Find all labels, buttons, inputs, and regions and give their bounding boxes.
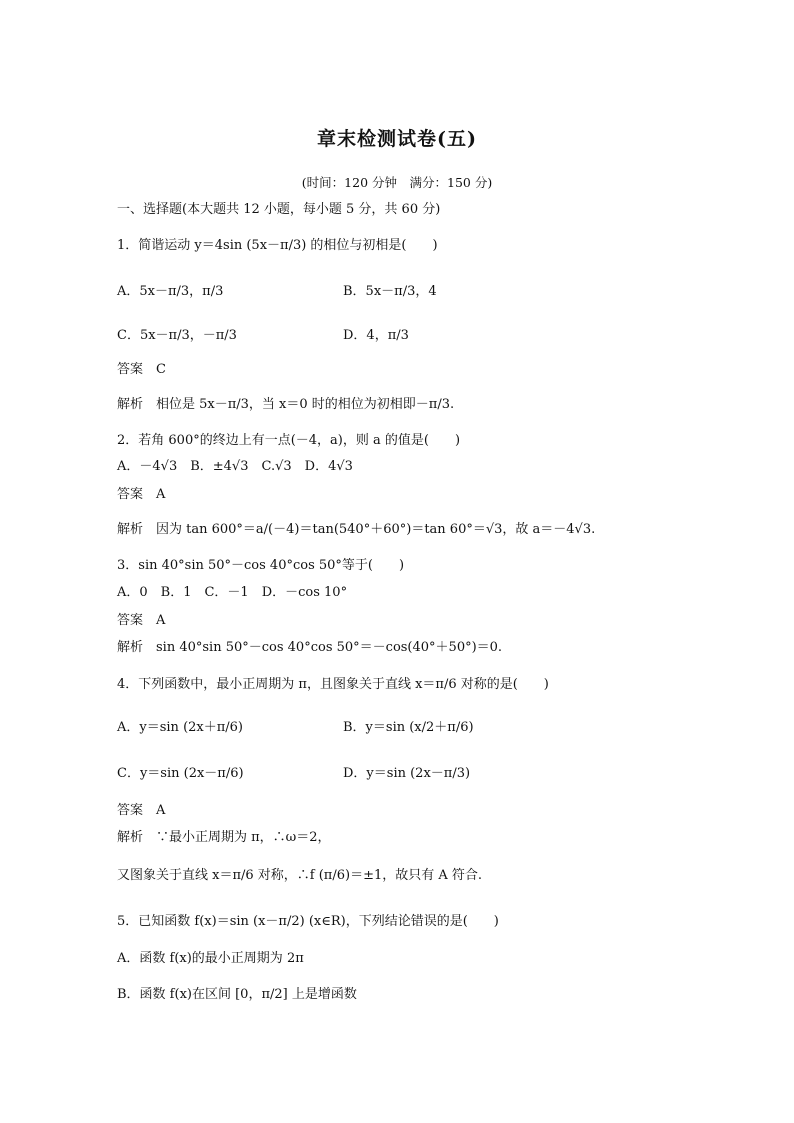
q5-stem: 5．已知函数 f(x)＝sin (x－π/2) (x∈R)，下列结论错误的是( ) — [117, 914, 499, 929]
q1-analysis: 解析 相位是 5x－π/3，当 x＝0 时的相位为初相即－π/3. — [117, 397, 455, 412]
q5-option-a: A．函数 f(x)的最小正周期为 2π — [117, 951, 304, 966]
q1-option-d: D．4，π/3 — [343, 328, 409, 343]
q3-stem: 3．sin 40°sin 50°－cos 40°cos 50°等于( ) — [117, 558, 405, 573]
q4-analysis-2: 又图象关于直线 x＝π/6 对称，∴f (π/6)＝±1，故只有 A 符合. — [117, 868, 483, 883]
q4-stem: 4．下列函数中，最小正周期为 π，且图象关于直线 x＝π/6 对称的是( ) — [117, 677, 549, 692]
page-title: 章末检测试卷(五) — [317, 128, 477, 150]
q5-option-b: B．函数 f(x)在区间 [0，π/2] 上是增函数 — [117, 987, 357, 1002]
q4-option-d: D．y＝sin (2x－π/3) — [343, 766, 471, 781]
exam-info: (时间：120 分钟 满分：150 分) — [301, 175, 493, 190]
q1-option-a: A．5x－π/3，π/3 — [117, 284, 224, 299]
q4-answer: 答案 A — [117, 803, 166, 818]
section-heading: 一、选择题(本大题共 12 小题，每小题 5 分，共 60 分) — [117, 202, 441, 217]
q2-analysis: 解析 因为 tan 600°＝a/(－4)＝tan(540°＋60°)＝tan 60°＝√3，故 a＝－4√3. — [117, 522, 596, 537]
q3-options: A．0 B．1 C．－1 D．－cos 10° — [117, 585, 348, 600]
q2-options: A．－4√3 B．±4√3 C.√3 D．4√3 — [117, 459, 353, 474]
q1-stem: 1．简谐运动 y＝4sin (5x－π/3) 的相位与初相是( ) — [117, 238, 438, 253]
q1-option-b: B．5x－π/3，4 — [343, 284, 437, 299]
q3-answer: 答案 A — [117, 613, 166, 628]
q4-option-a: A．y＝sin (2x＋π/6) — [117, 720, 244, 735]
q4-option-c: C．y＝sin (2x－π/6) — [117, 766, 244, 781]
q4-analysis-1: 解析 ∵最小正周期为 π，∴ω＝2， — [117, 830, 331, 845]
q3-analysis: 解析 sin 40°sin 50°－cos 40°cos 50°＝－cos(40°＋50°)＝0. — [117, 640, 503, 655]
q1-option-c: C．5x－π/3，－π/3 — [117, 328, 237, 343]
q2-stem: 2．若角 600°的终边上有一点(－4，a)，则 a 的值是( ) — [117, 433, 461, 448]
q1-answer: 答案 C — [117, 362, 166, 377]
q2-answer: 答案 A — [117, 487, 166, 502]
q4-option-b: B．y＝sin (x/2＋π/6) — [343, 720, 474, 735]
